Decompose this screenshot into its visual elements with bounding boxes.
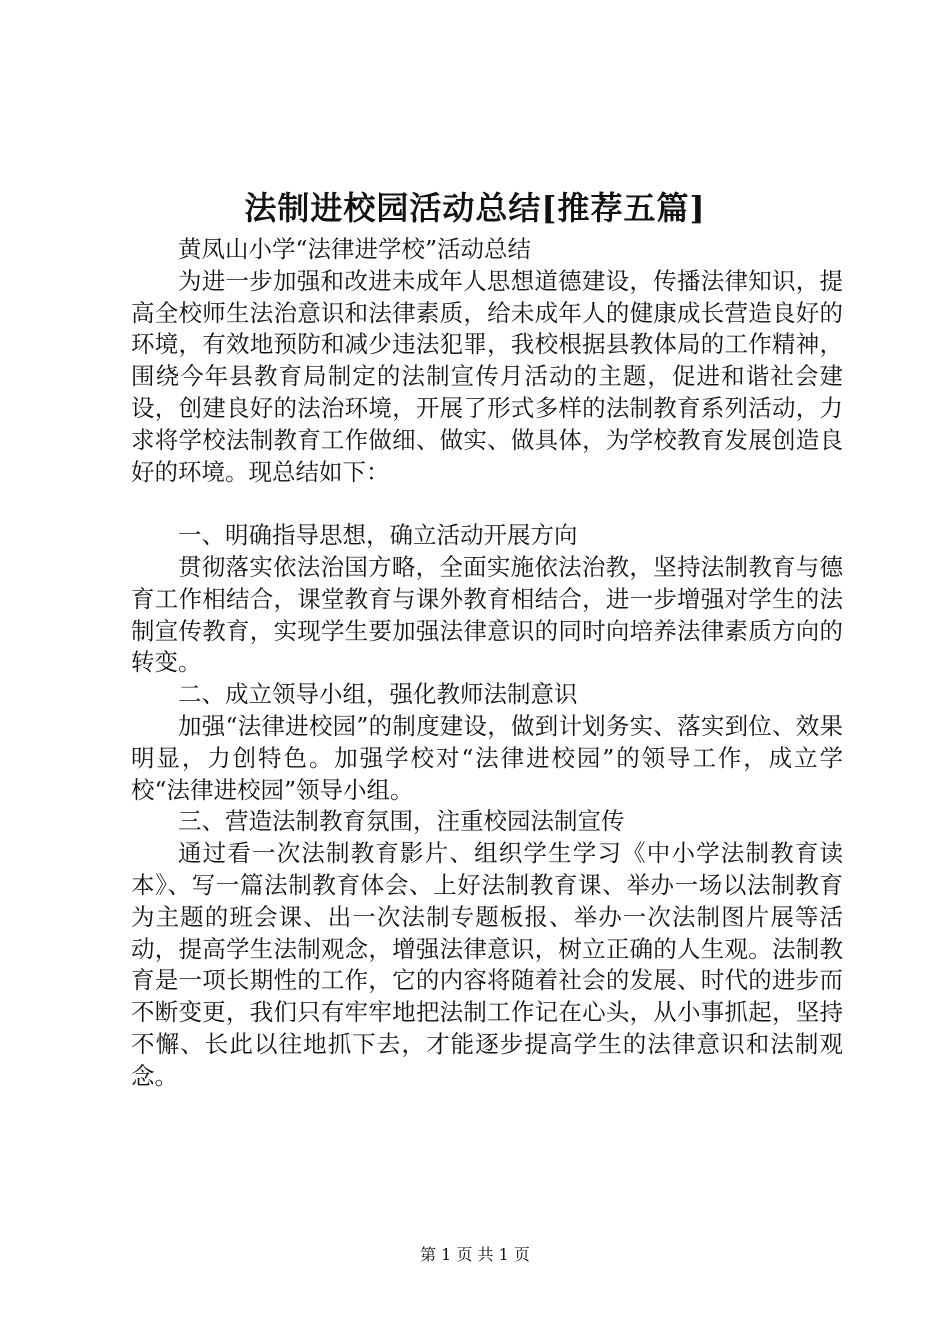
section-paragraph-3: 通过看一次法制教育影片、组织学生学习《中小学法制教育读本》、写一篇法制教育体会、上好法制教育课、举办一场以法制教育为主题的班会课、出一次法制专题板报、举办一次法制图片展等活动，提高学生法制观念，增强法律意识，树立正确的人生观。法制教育是一项长期性的工作，它的内容将随着社会的发展、时代的进步而不断变更，我们只有牢牢地把法制工作记在心头，从小事抓起，坚持不懈、长此以往地抓下去，才能逐步提高学生的法律意识和法制观念。 [131,839,843,1090]
page-number-footer: 第 1 页 共 1 页 [420,1245,530,1264]
intro-paragraph: 为进一步加强和改进未成年人思想道德建设，传播法律知识，提高全校师生法治意识和法律素质，给未成年人的健康成长营造良好的环境，有效地预防和减少违法犯罪，我校根据县教体局的工作精神，围绕今年县教育局制定的法制宣传月活动的主题，促进和谐社会建设，创建良好的法治环境，开展了形式多样的法制教育系列活动，力求将学校法制教育工作做细、做实、做具体，为学校教育发展创造良好的环境。现总结如下： [131,266,843,486]
section-heading-3: 三、营造法制教育氛围，注重校园法制宣传 [178,807,625,836]
section-paragraph-2: 加强“法律进校园”的制度建设，做到计划务实、落实到位、效果明显，力创特色。加强学校对“法律进校园”的领导工作，成立学校“法律进校园”领导小组。 [131,711,843,804]
section-heading-2: 二、成立领导小组，强化教师法制意识 [178,680,578,709]
document-title: 法制进校园活动总结[推荐五篇] [244,189,706,227]
section-heading-1: 一、明确指导思想，确立活动开展方向 [178,521,578,550]
section-heading-school-summary: 黄凤山小学“法律进学校”活动总结 [178,235,532,263]
document-body [131,234,843,1093]
section-paragraph-1: 贯彻落实依法治国方略，全面实施依法治教，坚持法制教育与德育工作相结合，课堂教育与课外教育相结合，进一步增强对学生的法制宣传教育，实现学生要加强法律意识的同时向培养法律素质方向的转变。 [131,552,843,677]
